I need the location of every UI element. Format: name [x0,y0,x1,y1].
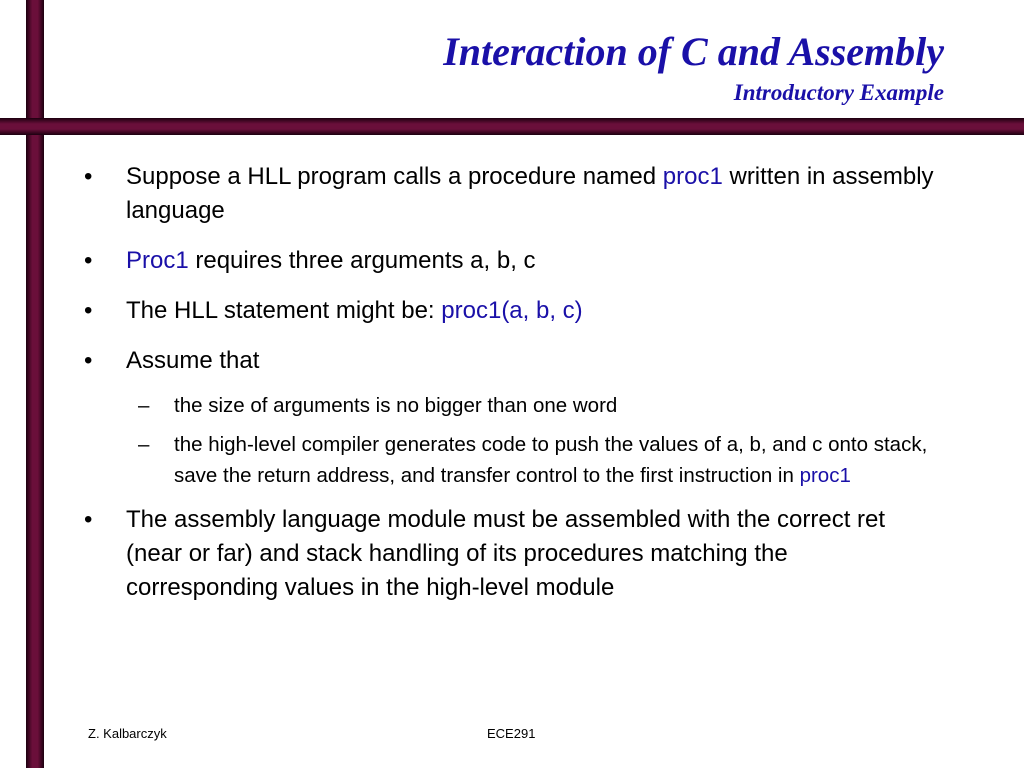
bullet-glyph: • [84,163,93,190]
bullet-glyph: • [84,247,93,274]
bullet-glyph: • [84,347,93,374]
bullet-item [84,294,944,328]
footer-author: Z. Kalbarczyk [88,726,167,741]
bullet-item [84,160,944,228]
slide-subtitle: Introductory Example [733,80,944,105]
bullet-text: The HLL statement might be: [126,297,442,324]
dash-glyph: – [138,433,150,456]
sub-bullet-item [126,390,944,421]
bullet-item [84,244,944,278]
slide-title: Interaction of C and Assembly [443,29,944,74]
highlight-proc1: proc1 [662,163,723,190]
sub-bullet-item [126,429,944,491]
bullet-text: Suppose a HLL program calls a procedure named [126,163,663,190]
highlight-proc1: Proc1 [126,247,189,274]
bullet-text: requires three arguments a, b, c [188,247,536,274]
bullet-item [84,344,944,378]
bullet-text: written in assembly language [126,163,934,224]
sub-bullet-text: the size of arguments is no bigger than one word [174,394,618,417]
bullet-glyph: • [84,506,93,533]
dash-glyph: – [138,394,150,417]
horizontal-accent-bar [0,118,1024,135]
sub-bullet-text: the high-level compiler generates code to push the values of a, b, and c onto stack, save the return address, and transfer control to the first instruction in [174,433,928,487]
vertical-accent-bar [26,0,44,768]
footer-course: ECE291 [487,726,536,741]
bullet-glyph: • [84,297,93,324]
highlight-call: proc1(a, b, c) [441,297,583,324]
title-block [443,28,944,108]
slide-content [84,160,944,621]
highlight-proc1: proc1 [799,464,851,487]
bullet-text: The assembly language module must be assembled with the correct ret (near or far) and stack handling of its procedures matching the corresponding values in the high-level module [126,506,886,601]
bullet-item [84,503,944,605]
bullet-text: Assume that [126,347,260,374]
